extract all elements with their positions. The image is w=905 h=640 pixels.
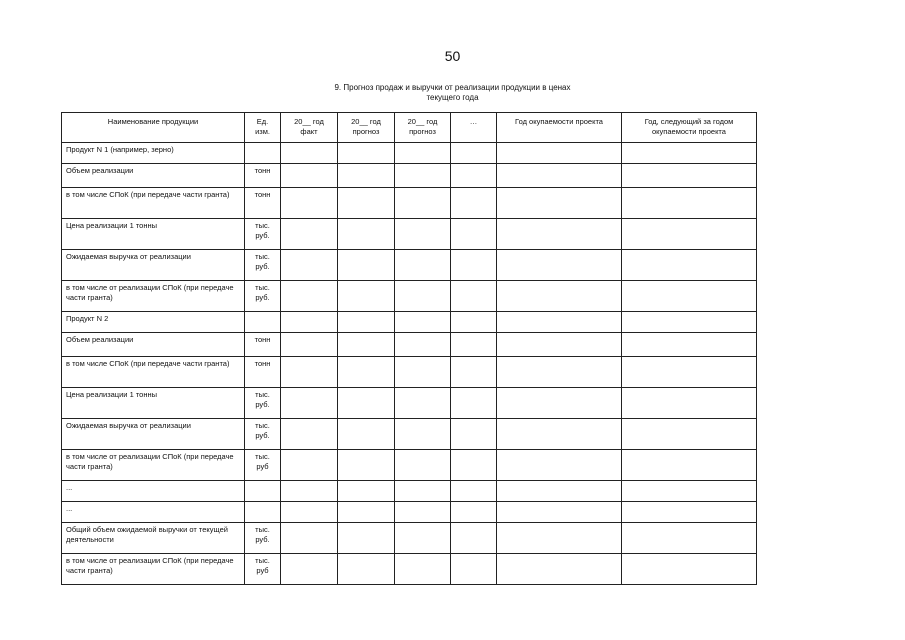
value-cell [622,312,757,333]
value-cell [622,164,757,188]
value-cell [451,523,497,554]
product-name-cell: Ожидаемая выручка от реализации [62,250,245,281]
value-cell [451,554,497,585]
table-row [62,554,757,585]
value-cell [497,523,622,554]
unit-cell: тыс. руб [245,554,281,585]
value-cell [395,143,451,164]
value-cell [338,333,395,357]
value-cell [497,502,622,523]
value-cell [497,357,622,388]
product-name-cell: Общий объем ожидаемой выручки от текущей деятельности [62,523,245,554]
value-cell [395,312,451,333]
product-name-cell: Продукт N 1 (например, зерно) [62,143,245,164]
table-row [62,143,757,164]
table-row [62,188,757,219]
unit-cell: тонн [245,357,281,388]
value-cell [497,250,622,281]
table-row [62,450,757,481]
product-name-cell: Цена реализации 1 тонны [62,219,245,250]
value-cell [451,281,497,312]
value-cell [497,419,622,450]
value-cell [338,143,395,164]
product-name-cell: в том числе от реализации СПоК (при передаче части гранта) [62,281,245,312]
table-title [0,83,905,103]
unit-cell [245,312,281,333]
value-cell [281,450,338,481]
value-cell [338,250,395,281]
value-cell [497,219,622,250]
value-cell [451,143,497,164]
value-cell [395,419,451,450]
value-cell [338,450,395,481]
column-header-payback-year: Год окупаемости проекта [497,113,622,143]
page-number: 50 [444,48,461,64]
table-row [62,312,757,333]
value-cell [338,357,395,388]
value-cell [395,450,451,481]
value-cell [497,450,622,481]
value-cell [451,388,497,419]
value-cell [395,357,451,388]
unit-cell: тыс. руб. [245,281,281,312]
value-cell [622,419,757,450]
value-cell [497,188,622,219]
value-cell [281,333,338,357]
value-cell [338,419,395,450]
value-cell [281,164,338,188]
value-cell [281,481,338,502]
value-cell [395,554,451,585]
column-header-year-fact: 20__ год факт [281,113,338,143]
value-cell [338,523,395,554]
value-cell [497,143,622,164]
table-row [62,164,757,188]
value-cell [451,250,497,281]
column-header-year-forecast-1: 20__ год прогноз [338,113,395,143]
value-cell [338,281,395,312]
value-cell [338,312,395,333]
unit-cell: тонн [245,164,281,188]
header-row [62,113,757,143]
value-cell [622,523,757,554]
product-name-cell: Цена реализации 1 тонны [62,388,245,419]
value-cell [622,450,757,481]
value-cell [281,143,338,164]
value-cell [338,481,395,502]
value-cell [451,188,497,219]
product-name-cell: ... [62,502,245,523]
value-cell [622,250,757,281]
value-cell [395,481,451,502]
product-name-cell: Продукт N 2 [62,312,245,333]
table-row [62,481,757,502]
column-header-unit: Ед. изм. [245,113,281,143]
value-cell [281,388,338,419]
value-cell [395,388,451,419]
value-cell [395,188,451,219]
value-cell [281,219,338,250]
product-name-cell: в том числе от реализации СПоК (при передаче части гранта) [62,450,245,481]
value-cell [497,481,622,502]
value-cell [451,357,497,388]
unit-cell: тыс. руб. [245,523,281,554]
value-cell [497,333,622,357]
table-row [62,419,757,450]
value-cell [451,164,497,188]
unit-cell [245,502,281,523]
product-name-cell: в том числе СПоК (при передаче части гранта) [62,357,245,388]
value-cell [622,143,757,164]
table-body [62,143,757,585]
value-cell [451,481,497,502]
product-name-cell: Ожидаемая выручка от реализации [62,419,245,450]
value-cell [395,333,451,357]
value-cell [622,188,757,219]
table-row [62,219,757,250]
column-header-ellipsis: … [451,113,497,143]
value-cell [395,164,451,188]
unit-cell: тыс. руб [245,450,281,481]
value-cell [451,502,497,523]
value-cell [622,388,757,419]
table-row [62,523,757,554]
table-row [62,250,757,281]
value-cell [622,219,757,250]
table-row [62,502,757,523]
unit-cell: тонн [245,333,281,357]
value-cell [281,312,338,333]
value-cell [338,188,395,219]
product-name-cell: Объем реализации [62,333,245,357]
sales-forecast-table [61,112,757,585]
value-cell [451,419,497,450]
value-cell [395,502,451,523]
column-header-year-forecast-2: 20__ год прогноз [395,113,451,143]
value-cell [395,523,451,554]
value-cell [281,502,338,523]
value-cell [395,250,451,281]
value-cell [451,312,497,333]
product-name-cell: ... [62,481,245,502]
value-cell [622,333,757,357]
column-header-year-after-payback: Год, следующий за годом окупаемости проекта [622,113,757,143]
table-row [62,281,757,312]
table-title-line-2: текущего года [426,93,479,102]
value-cell [622,481,757,502]
value-cell [281,523,338,554]
value-cell [281,419,338,450]
table-row [62,357,757,388]
unit-cell: тыс. руб. [245,219,281,250]
table-title-line-1: 9. Прогноз продаж и выручки от реализации продукции в ценах [334,83,571,92]
unit-cell [245,481,281,502]
value-cell [338,554,395,585]
value-cell [338,164,395,188]
unit-cell: тыс. руб. [245,250,281,281]
value-cell [338,388,395,419]
unit-cell: тыс. руб. [245,388,281,419]
value-cell [622,502,757,523]
value-cell [497,281,622,312]
value-cell [338,219,395,250]
value-cell [497,388,622,419]
value-cell [622,281,757,312]
value-cell [281,357,338,388]
value-cell [338,502,395,523]
value-cell [395,281,451,312]
unit-cell [245,143,281,164]
unit-cell: тонн [245,188,281,219]
product-name-cell: в том числе СПоК (при передаче части гранта) [62,188,245,219]
product-name-cell: Объем реализации [62,164,245,188]
value-cell [497,164,622,188]
value-cell [622,357,757,388]
value-cell [451,219,497,250]
value-cell [622,554,757,585]
value-cell [451,450,497,481]
value-cell [395,219,451,250]
value-cell [281,281,338,312]
value-cell [281,188,338,219]
value-cell [281,554,338,585]
product-name-cell: в том числе от реализации СПоК (при передаче части гранта) [62,554,245,585]
table-row [62,333,757,357]
value-cell [497,554,622,585]
value-cell [281,250,338,281]
column-header-product-name: Наименование продукции [62,113,245,143]
table-row [62,388,757,419]
value-cell [497,312,622,333]
unit-cell: тыс. руб. [245,419,281,450]
value-cell [451,333,497,357]
